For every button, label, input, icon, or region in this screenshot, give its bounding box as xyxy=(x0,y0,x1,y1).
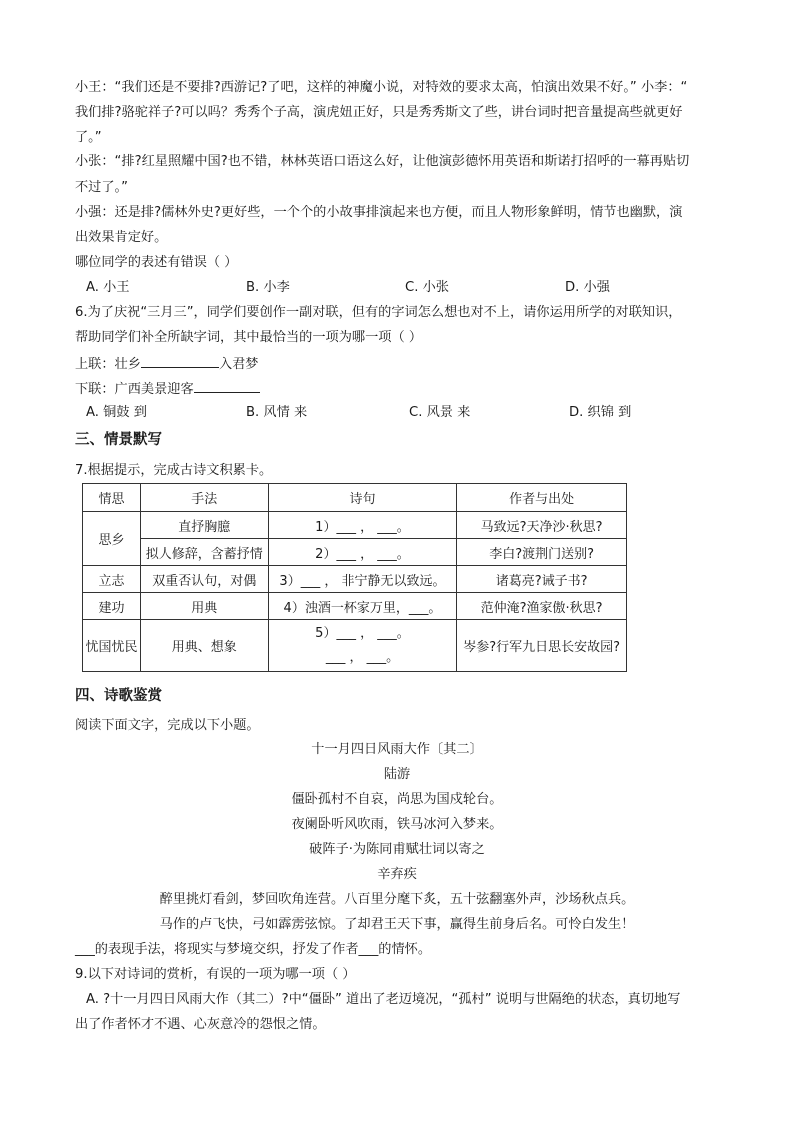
q9-option-a-line-1[interactable]: A. ?十一月四日风雨大作（其二）?中“僵卧” 道出了老迈境况，“孤村” 说明与世隔绝的状态，真切地写 xyxy=(86,992,681,1007)
header-theme: 情思 xyxy=(83,484,141,512)
couplet-upper-prefix: 上联：壮乡 xyxy=(75,357,141,372)
q5-line-1: 小王：“我们还是不要排?西游记?了吧，这样的神魔小说，对特效的要求太高，怕演出效果不好。” 小李：“ xyxy=(75,80,688,95)
q6-option-d[interactable]: D. 织锦 到 xyxy=(569,405,632,420)
q8-text: ___的表现手法，将现实与梦境交织，抒发了作者___的情怀。 xyxy=(75,942,432,957)
cell-verse[interactable]: 2）___ ， ___。 xyxy=(268,539,457,566)
couplet-lower xyxy=(75,379,260,399)
poem2-line: 醉里挑灯看剑，梦回吹角连营。八百里分麾下炙，五十弦翻塞外声，沙场秋点兵。 xyxy=(159,892,635,907)
cell-source: 马致远?天净沙·秋思? xyxy=(457,512,627,539)
cell-theme: 忧国忧民 xyxy=(83,620,141,672)
q5-line-6: 小强：还是排?儒林外史?更好些，一个个的小故事排演起来也方便，而且人物形象鲜明，情节也幽默，演 xyxy=(75,205,683,220)
cell-verse-line: 5）___ ， ___。 xyxy=(315,625,410,641)
couplet-upper-blank[interactable] xyxy=(141,354,219,368)
q5-line-2: 我们排?骆驼祥子?可以吗？秀秀个子高，演虎妞正好，只是秀秀斯文了些，讲台词时把音量提高些就更好 xyxy=(75,105,683,120)
cell-source: 李白?渡荆门送别? xyxy=(457,539,627,566)
q5-option-d[interactable]: D. 小强 xyxy=(565,280,610,295)
poem1-line: 夜阑卧听风吹雨，铁马冰河入梦来。 xyxy=(291,817,503,832)
reading-prompt: 阅读下面文字，完成以下小题。 xyxy=(75,718,260,733)
cell-method: 用典 xyxy=(140,593,268,620)
couplet-upper-suffix: 入君梦 xyxy=(218,357,259,372)
poem2-author: 辛弃疾 xyxy=(377,867,417,882)
header-source: 作者与出处 xyxy=(457,484,627,512)
q5-option-a[interactable]: A. 小王 xyxy=(86,280,130,295)
table-row xyxy=(83,539,627,566)
cell-method: 拟人修辞，含蓄抒情 xyxy=(140,539,268,566)
header-method: 手法 xyxy=(140,484,268,512)
cell-source: 范仲淹?渔家傲·秋思? xyxy=(457,593,627,620)
couplet-lower-prefix: 下联：广西美景迎客 xyxy=(75,382,194,397)
table-row xyxy=(83,566,627,593)
cell-verse[interactable] xyxy=(268,620,457,672)
poem2-line: 马作的卢飞快，弓如霹雳弦惊。了却君王天下事，赢得生前身后名。可怜白发生！ xyxy=(159,917,635,932)
table-row xyxy=(83,620,627,672)
table-header-row xyxy=(83,484,627,512)
poem1-title: 十一月四日风雨大作〔其二〕 xyxy=(311,742,483,757)
table-row xyxy=(83,593,627,620)
q5-line-7: 出效果肯定好。 xyxy=(75,230,168,245)
q6-option-a[interactable]: A. 铜鼓 到 xyxy=(86,405,147,420)
q9-option-a-line-2: 出了作者怀才不遇、心灰意冷的怨恨之情。 xyxy=(75,1017,326,1032)
poetry-card-table xyxy=(82,483,627,672)
section-3-heading: 三、情景默写 xyxy=(75,432,162,448)
table-row xyxy=(83,512,627,539)
cell-verse[interactable]: 1）___ ， ___。 xyxy=(268,512,457,539)
couplet-upper xyxy=(75,354,259,374)
cell-verse-line: ___ ， ___。 xyxy=(325,649,400,665)
section-4-heading: 四、诗歌鉴赏 xyxy=(75,688,162,704)
couplet-lower-blank[interactable] xyxy=(194,379,260,393)
poem1-author: 陆游 xyxy=(383,767,411,782)
q5-line-5: 不过了。” xyxy=(75,180,128,195)
cell-source: 岑参?行军九日思长安故园? xyxy=(457,620,627,672)
q9-stem: 9.以下对诗词的赏析，有误的一项为哪一项（ ） xyxy=(75,967,356,982)
cell-theme: 建功 xyxy=(83,593,141,620)
q5-option-b[interactable]: B. 小李 xyxy=(246,280,290,295)
q5-line-3: 了。” xyxy=(75,130,102,145)
cell-method: 直抒胸臆 xyxy=(140,512,268,539)
cell-verse[interactable]: 3）___ ， 非宁静无以致远。 xyxy=(268,566,457,593)
cell-theme: 立志 xyxy=(83,566,141,593)
cell-verse[interactable]: 4）浊酒一杯家万里，___。 xyxy=(268,593,457,620)
cell-theme: 思乡 xyxy=(83,512,141,566)
poem1-line: 僵卧孤村不自哀，尚思为国戍轮台。 xyxy=(291,792,503,807)
q6-line-2: 帮助同学们补全所缺字词，其中最恰当的一项为哪一项（ ） xyxy=(75,330,423,345)
cell-method: 双重否认句，对偶 xyxy=(140,566,268,593)
cell-method: 用典、想象 xyxy=(140,620,268,672)
header-verse: 诗句 xyxy=(268,484,457,512)
poem2-title: 破阵子·为陈同甫赋壮词以寄之 xyxy=(309,842,485,857)
q6-option-b[interactable]: B. 风情 来 xyxy=(246,405,308,420)
q5-line-8: 哪位同学的表述有错误（ ） xyxy=(75,255,238,270)
q5-line-4: 小张：“排?红星照耀中国?也不错，林林英语口语这么好，让他演彭德怀用英语和斯诺打招呼的一幕再贴切 xyxy=(75,154,690,169)
q5-option-c[interactable]: C. 小张 xyxy=(405,280,449,295)
q7-prompt: 7.根据提示，完成古诗文积累卡。 xyxy=(75,463,273,478)
q6-line-1: 6.为了庆祝“三月三”，同学们要创作一副对联，但有的字词怎么想也对不上，请你运用所学的对联知识， xyxy=(75,305,682,320)
cell-source: 诸葛亮?诫子书? xyxy=(457,566,627,593)
q6-option-c[interactable]: C. 风景 来 xyxy=(409,405,471,420)
